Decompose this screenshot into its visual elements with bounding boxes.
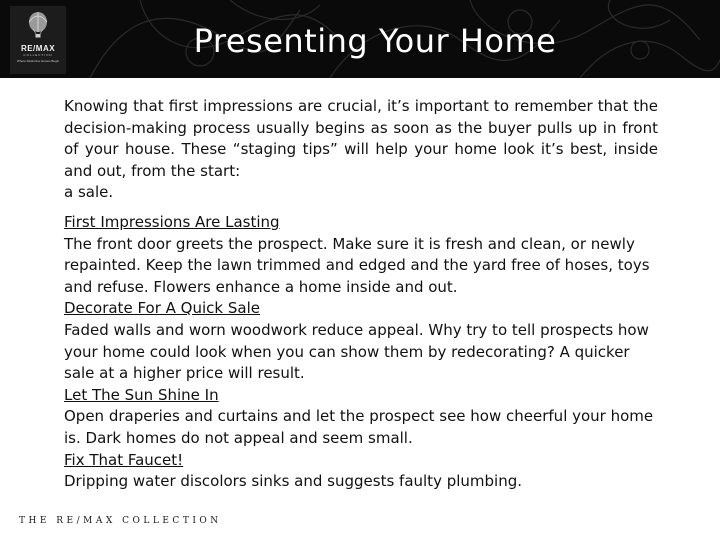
footer-brand: THE RE/MAX COLLECTION	[19, 516, 222, 526]
intro-paragraph	[64, 96, 658, 204]
section-body: Faded walls and worn woodwork reduce appeal. Why try to tell prospects how your home could look when you can show them by redecorating? A quicker sale at a higher price will result.	[64, 320, 649, 383]
section-heading: Decorate For A Quick Sale	[64, 299, 260, 318]
logo-brand: RE/MAX	[20, 44, 56, 53]
section-body: Dripping water discolors sinks and suggests faulty plumbing.	[64, 472, 523, 491]
logo-tagline: Where Distinctive Homes Begin	[16, 59, 60, 63]
section-heading: First Impressions Are Lasting	[64, 212, 280, 231]
content-body	[64, 96, 658, 493]
section-heading: Fix That Faucet!	[64, 450, 184, 469]
section-body: The front door greets the prospect. Make sure it is fresh and clean, or newly repainted. Keep the lawn trimmed and edged and the yard free of hoses, toys and refuse. Flowers enhance a home inside and out.	[64, 234, 650, 296]
logo-subtitle: COLLECTION	[23, 53, 53, 57]
intro-text-end: a sale.	[64, 183, 114, 202]
intro-text: Knowing that first impressions are crucial, it’s important to remember that the decision-making process usually begins as soon as the buyer pulls up in front of your house. These “staging tips” will help your home look it’s best, inside and out, from the start:	[64, 97, 658, 180]
section-heading: Let The Sun Shine In	[64, 385, 219, 404]
section-body: Open draperies and curtains and let the prospect see how cheerful your home is. Dark homes do not appeal and seem small.	[64, 407, 654, 447]
header-banner	[0, 0, 720, 78]
page-title: Presenting Your Home	[193, 22, 557, 60]
